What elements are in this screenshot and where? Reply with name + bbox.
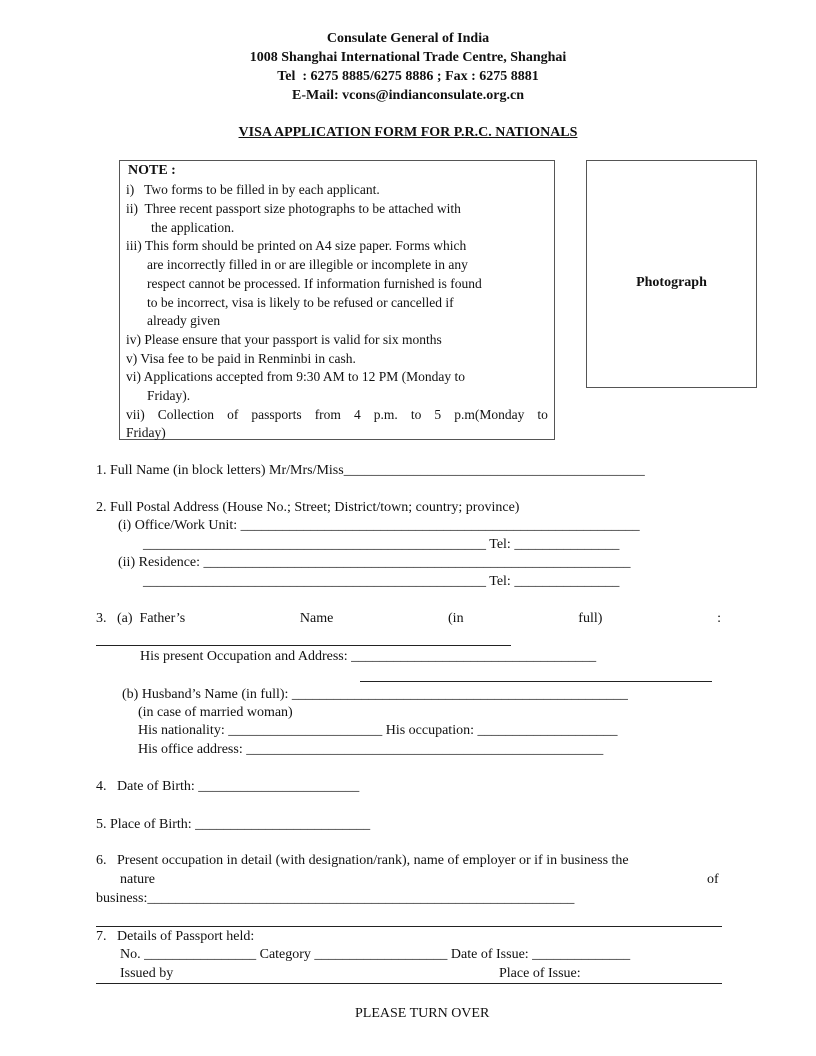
- postal-address-heading: 2. Full Postal Address (House No.; Street; District/town; country; province): [96, 500, 520, 515]
- father-name-label: [96, 611, 721, 627]
- note-item-ii: ii) Three recent passport size photographs to be attached with: [126, 201, 461, 216]
- occupation-nature-word: nature: [120, 872, 155, 887]
- note-item-vi-cont: Friday).: [147, 388, 191, 403]
- note-vii-word: passports: [251, 407, 302, 422]
- residence-address-field[interactable]: (ii) Residence: _____________________________________________________________: [118, 555, 631, 570]
- husband-office-address-field[interactable]: His office address: ___________________________________________________: [138, 742, 604, 757]
- note-vii-word: Collection: [157, 407, 215, 422]
- occupation-detail-label: 6. Present occupation in detail (with designation/rank), name of employer or if in business the: [96, 853, 629, 868]
- father-name-word: 3. (a) Father’s: [96, 611, 186, 626]
- note-item-iii-cont1: are incorrectly filled in or are illegible or incomplete in any: [147, 257, 468, 272]
- husband-name-note: (in case of married woman): [138, 705, 293, 720]
- note-item-i: i) Two forms to be filled in by each applicant.: [126, 182, 380, 197]
- office-address-field[interactable]: (i) Office/Work Unit: _________________________________________________________: [118, 518, 640, 533]
- note-vii-word: p.m.: [373, 407, 398, 422]
- note-item-v: v) Visa fee to be paid in Renminbi in cash.: [126, 351, 356, 366]
- note-item-iv: iv) Please ensure that your passport is valid for six months: [126, 332, 442, 347]
- note-item-ii-cont: the application.: [151, 220, 235, 235]
- father-name-word: Name: [299, 611, 334, 626]
- note-item-vii: [126, 407, 548, 423]
- note-item-iii-cont2: respect cannot be processed. If information furnished is found: [147, 276, 482, 291]
- note-heading: NOTE :: [128, 163, 176, 178]
- issued-by-label: Issued by: [120, 966, 174, 981]
- note-item-vi: vi) Applications accepted from 9:30 AM to 12 PM (Monday to: [126, 369, 465, 384]
- full-name-field[interactable]: 1. Full Name (in block letters) Mr/Mrs/Miss___________________________________________: [96, 463, 645, 478]
- note-vii-word: 5: [434, 407, 442, 422]
- date-of-birth-field[interactable]: 4. Date of Birth: _______________________: [96, 779, 360, 794]
- note-item-iii-cont3: to be incorrect, visa is likely to be refused or cancelled if: [147, 295, 454, 310]
- residence-tel-field[interactable]: _________________________________________________ Tel: _______________: [143, 574, 620, 589]
- office-tel-field[interactable]: _________________________________________________ Tel: _______________: [143, 537, 620, 552]
- note-vii-word: from: [314, 407, 341, 422]
- note-item-iii-cont4: already given: [147, 313, 221, 328]
- place-of-issue-label: Place of Issue:: [499, 966, 581, 981]
- father-name-word: full): [578, 611, 603, 626]
- note-vii-word: 4: [353, 407, 361, 422]
- consulate-address: 1008 Shanghai International Trade Centre, Shanghai: [249, 50, 567, 65]
- consulate-phone-fax: Tel : 6275 8885/6275 8886 ; Fax : 6275 8881: [277, 69, 539, 84]
- father-occupation-field[interactable]: His present Occupation and Address: ___________________________________: [140, 649, 597, 664]
- husband-nationality-occupation-field[interactable]: His nationality: ______________________ His occupation: ____________________: [138, 723, 618, 738]
- note-vii-word: vii): [126, 407, 145, 422]
- note-vii-word: to: [410, 407, 422, 422]
- passport-section-bottom-rule: [96, 983, 722, 984]
- note-item-vii-cont: Friday): [126, 425, 166, 440]
- form-title: VISA APPLICATION FORM FOR P.R.C. NATIONALS: [238, 125, 578, 140]
- photograph-box[interactable]: [586, 160, 757, 388]
- father-name-word: :: [717, 611, 721, 626]
- note-box: [119, 160, 555, 440]
- husband-name-field[interactable]: (b) Husband’s Name (in full): ________________________________________________: [122, 687, 628, 702]
- photograph-label: Photograph: [636, 275, 707, 290]
- note-vii-word: p.m(Monday: [454, 407, 525, 422]
- note-vii-word: to: [537, 407, 548, 422]
- note-vii-word: of: [227, 407, 239, 422]
- passport-section-top-rule: [96, 926, 722, 927]
- father-name-word: (in: [448, 611, 464, 626]
- please-turn-over: PLEASE TURN OVER: [355, 1006, 490, 1021]
- note-item-iii: iii) This form should be printed on A4 size paper. Forms which: [126, 238, 467, 253]
- occupation-of-word: of: [707, 872, 719, 887]
- father-address-input-line[interactable]: [360, 681, 712, 682]
- father-name-input-line[interactable]: [96, 645, 511, 646]
- consulate-email: E-Mail: vcons@indianconsulate.org.cn: [292, 88, 524, 103]
- consulate-name: Consulate General of India: [326, 31, 490, 46]
- business-field[interactable]: business:_____________________________________________________________: [96, 891, 575, 906]
- passport-details-heading: 7. Details of Passport held:: [96, 929, 255, 944]
- place-of-birth-field[interactable]: 5. Place of Birth: _________________________: [96, 817, 371, 832]
- passport-no-category-date-field[interactable]: No. ________________ Category ___________________ Date of Issue: ______________: [120, 947, 631, 962]
